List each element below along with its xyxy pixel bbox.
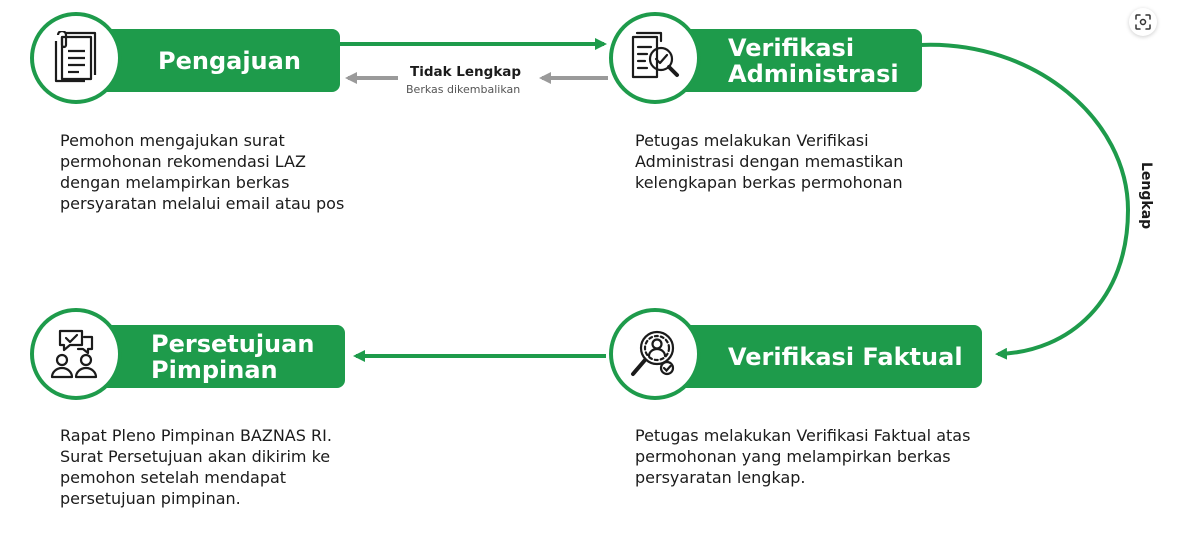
circle-pengajuan (30, 12, 122, 104)
circle-verifikasi-administrasi (609, 12, 701, 104)
title-persetujuan-line1: Persetujuan (151, 329, 315, 358)
desc-verifikasi-administrasi: Petugas melakukan Verifikasi Administrasi dengan memastikan kelengkapan berkas permohonan (635, 131, 904, 192)
screenshot-button[interactable] (1129, 8, 1157, 36)
arrow-lengkap-curve (920, 45, 1128, 354)
circle-verifikasi-faktual (609, 308, 701, 400)
title-persetujuan-line2: Pimpinan (151, 355, 278, 384)
desc-persetujuan-pimpinan: Rapat Pleno Pimpinan BAZNAS RI. Surat Persetujuan akan dikirim ke pemohon setelah mendapat persetujuan pimpinan. (60, 426, 332, 508)
document-check-magnifier-icon (627, 31, 683, 85)
banner-verifikasi-faktual (656, 325, 982, 388)
label-tidak-lengkap: Tidak Lengkap (410, 64, 522, 80)
title-pengajuan-line1: Pengajuan (158, 46, 301, 75)
circle-persetujuan-pimpinan (30, 308, 122, 400)
person-magnifier-check-icon (627, 326, 683, 382)
document-icon (51, 31, 101, 85)
title-faktual-line1: Verifikasi Faktual (728, 342, 963, 371)
title-administrasi-line1: Verifikasi (728, 33, 855, 62)
label-lengkap: Lengkap (1138, 162, 1154, 230)
desc-verifikasi-faktual: Petugas melakukan Verifikasi Faktual atas permohonan yang melampirkan berkas persyaratan lengkap. (635, 426, 971, 487)
label-berkas-dikembalikan: Berkas dikembalikan (406, 83, 521, 96)
people-chat-check-icon (48, 327, 104, 381)
desc-pengajuan: Pemohon mengajukan surat permohonan rekomendasi LAZ dengan melampirkan berkas persyaratan melalui email atau pos (60, 131, 345, 213)
screenshot-scan-icon (1135, 14, 1151, 30)
title-administrasi-line2: Administrasi (728, 59, 899, 88)
